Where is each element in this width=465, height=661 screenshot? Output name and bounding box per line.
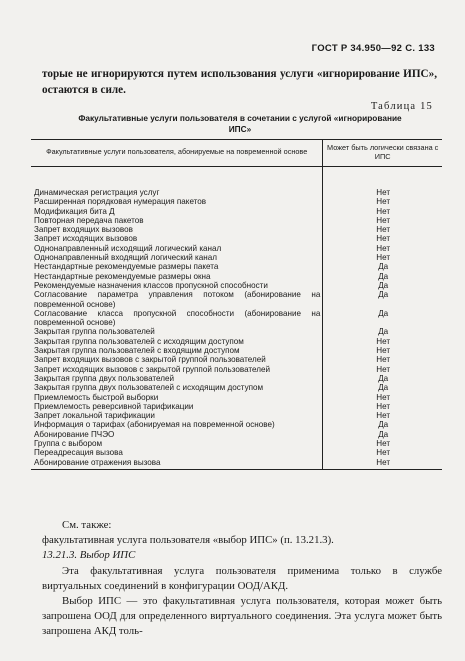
table-row bbox=[31, 439, 442, 448]
ips-link-value-cell: Да bbox=[378, 271, 389, 281]
service-name-cell: Абонирование ПЧЭО bbox=[31, 430, 323, 439]
continuation-text bbox=[42, 518, 442, 640]
ips-link-value-cell: Нет bbox=[376, 253, 391, 263]
table-row bbox=[31, 290, 442, 309]
ips-link-value-cell: Нет bbox=[376, 197, 391, 207]
ips-link-value-cell: Да bbox=[378, 383, 389, 393]
service-name-cell: Закрытая группа пользователей с исходящим доступом bbox=[31, 337, 323, 346]
ips-link-value-cell: Нет bbox=[376, 439, 391, 449]
table-row bbox=[31, 346, 442, 355]
service-name-cell: Однонаправленный исходящий логический канал bbox=[31, 244, 323, 253]
table-row bbox=[31, 272, 442, 281]
table-row bbox=[31, 197, 442, 206]
table-row bbox=[31, 430, 442, 439]
table-row bbox=[31, 393, 442, 402]
service-name-cell: Приемлемость быстрой выборки bbox=[31, 393, 323, 402]
table-row bbox=[31, 448, 442, 457]
ips-link-value-cell: Да bbox=[378, 290, 389, 300]
service-name-cell: Группа с выбором bbox=[31, 439, 323, 448]
table-row bbox=[31, 355, 442, 364]
service-name-cell: Абонирование отражения вызова bbox=[31, 458, 323, 470]
service-name-cell: Расширенная порядковая нумерация пакетов bbox=[31, 197, 323, 206]
ips-link-value-cell: Нет bbox=[376, 401, 391, 411]
service-name-cell: Повторная передача пакетов bbox=[31, 216, 323, 225]
column-header-ips-link: Может быть логически связана с ИПС bbox=[323, 140, 442, 167]
table-title: Факультативные услуги пользователя в сочетании с услугой «игнорирование ИПС» bbox=[78, 113, 402, 134]
table-row bbox=[31, 244, 442, 253]
service-name-cell: Согласование класса пропускной способности (абонирование на повременной основе) bbox=[31, 309, 323, 328]
service-name-cell: Нестандартные рекомендуемые размеры пакета bbox=[31, 262, 323, 271]
table-row bbox=[31, 281, 442, 290]
services-table bbox=[31, 139, 442, 470]
ips-link-value-cell: Да bbox=[378, 280, 389, 290]
ips-link-value-cell: Нет bbox=[376, 188, 391, 197]
table-row bbox=[31, 253, 442, 262]
table-row bbox=[31, 337, 442, 346]
ips-link-value-cell: Нет bbox=[376, 411, 391, 421]
ips-link-value-cell: Да bbox=[378, 308, 389, 318]
table-header-row bbox=[31, 140, 442, 167]
service-name-cell: Запрет исходящих вызовов bbox=[31, 234, 323, 243]
table-row bbox=[31, 365, 442, 374]
ips-link-value-cell: Да bbox=[378, 429, 389, 439]
table-row bbox=[31, 420, 442, 429]
paragraph-ips-selection: Выбор ИПС — это факультативная услуга пользователя, которая может быть запрошена ООД для определенного виртуального соединения. Эта услуга может быть запрошена АКД толь- bbox=[42, 595, 442, 638]
table-row bbox=[31, 411, 442, 420]
paragraph-applicability: Эта факультативная услуга пользователя применима только в службе виртуальных соединений в конфигурации ООД/АКД. bbox=[42, 564, 442, 592]
service-name-cell: Рекомендуемые назначения классов пропускной способности bbox=[31, 281, 323, 290]
table-row bbox=[31, 188, 442, 197]
table-row bbox=[31, 309, 442, 328]
ips-link-value-cell: Нет bbox=[376, 364, 391, 374]
table-row bbox=[31, 327, 442, 336]
table-row bbox=[31, 207, 442, 216]
ips-link-value-cell: Нет bbox=[323, 458, 442, 470]
service-name-cell: Согласование параметра управления потоком (абонирование на повременной основе) bbox=[31, 290, 323, 309]
service-name-cell: Приемлемость реверсивной тарификации bbox=[31, 402, 323, 411]
see-also-label: См. также: bbox=[62, 519, 112, 531]
ips-link-value-cell: Да bbox=[378, 373, 389, 383]
table-row bbox=[31, 458, 442, 470]
ips-link-value-cell: Нет bbox=[376, 225, 391, 235]
table-number-label: Таблица 15 bbox=[370, 101, 433, 112]
intro-paragraph: торые не игнорируются путем использования услуги «игнорирование ИПС», остаются в силе. bbox=[42, 68, 437, 96]
service-name-cell: Закрытая группа двух пользователей с исходящим доступом bbox=[31, 383, 323, 392]
section-heading: 13.21.3. Выбор ИПС bbox=[42, 549, 136, 562]
service-name-cell: Запрет исходящих вызовов с закрытой группой пользователей bbox=[31, 365, 323, 374]
service-name-cell: Переадресация вызова bbox=[31, 448, 323, 457]
service-name-cell: Модификация бита Д bbox=[31, 207, 323, 216]
service-name-cell: Закрытая группа двух пользователей bbox=[31, 374, 323, 383]
column-header-service: Факультативные услуги пользователя, абонируемые на повременной основе bbox=[31, 140, 323, 167]
service-name-cell: Нестандартные рекомендуемые размеры окна bbox=[31, 272, 323, 281]
ips-link-value-cell: Нет bbox=[376, 355, 391, 365]
service-name-cell: Запрет входящих вызовов с закрытой группой пользователей bbox=[31, 355, 323, 364]
ips-link-value-cell: Да bbox=[378, 327, 389, 337]
service-name-cell: Однонаправленный входящий логический канал bbox=[31, 253, 323, 262]
table-row bbox=[31, 374, 442, 383]
running-header: ГОСТ Р 34.950—92 С. 133 bbox=[311, 43, 435, 54]
service-name-cell: Запрет локальной тарификации bbox=[31, 411, 323, 420]
ips-link-value-cell: Да bbox=[378, 262, 389, 272]
ips-link-value-cell: Нет bbox=[376, 206, 391, 216]
ips-link-value-cell: Нет bbox=[376, 234, 391, 244]
service-name-cell: Информация о тарифах (абонируемая на повременной основе) bbox=[31, 420, 323, 429]
ips-link-value-cell: Нет bbox=[376, 448, 391, 458]
service-name-cell: Динамическая регистрация услуг bbox=[31, 188, 323, 197]
service-name-cell: Запрет входящих вызовов bbox=[31, 225, 323, 234]
ips-link-value-cell: Нет bbox=[376, 392, 391, 402]
table-row bbox=[31, 383, 442, 392]
table-row bbox=[31, 234, 442, 243]
service-name-cell: Закрытая группа пользователей bbox=[31, 327, 323, 336]
ips-link-value-cell: Нет bbox=[376, 336, 391, 346]
ips-link-value-cell: Да bbox=[378, 420, 389, 430]
see-also-reference: факультативная услуга пользователя «выбор ИПС» (п. 13.21.3). bbox=[42, 534, 334, 547]
ips-link-value-cell: Нет bbox=[376, 346, 391, 356]
ips-link-value-cell: Нет bbox=[376, 243, 391, 253]
table-row bbox=[31, 216, 442, 225]
table-spacer-row bbox=[31, 167, 442, 189]
table-row bbox=[31, 225, 442, 234]
table-row bbox=[31, 262, 442, 271]
ips-link-value-cell: Нет bbox=[376, 215, 391, 225]
table-row bbox=[31, 402, 442, 411]
service-name-cell: Закрытая группа пользователей с входящим доступом bbox=[31, 346, 323, 355]
